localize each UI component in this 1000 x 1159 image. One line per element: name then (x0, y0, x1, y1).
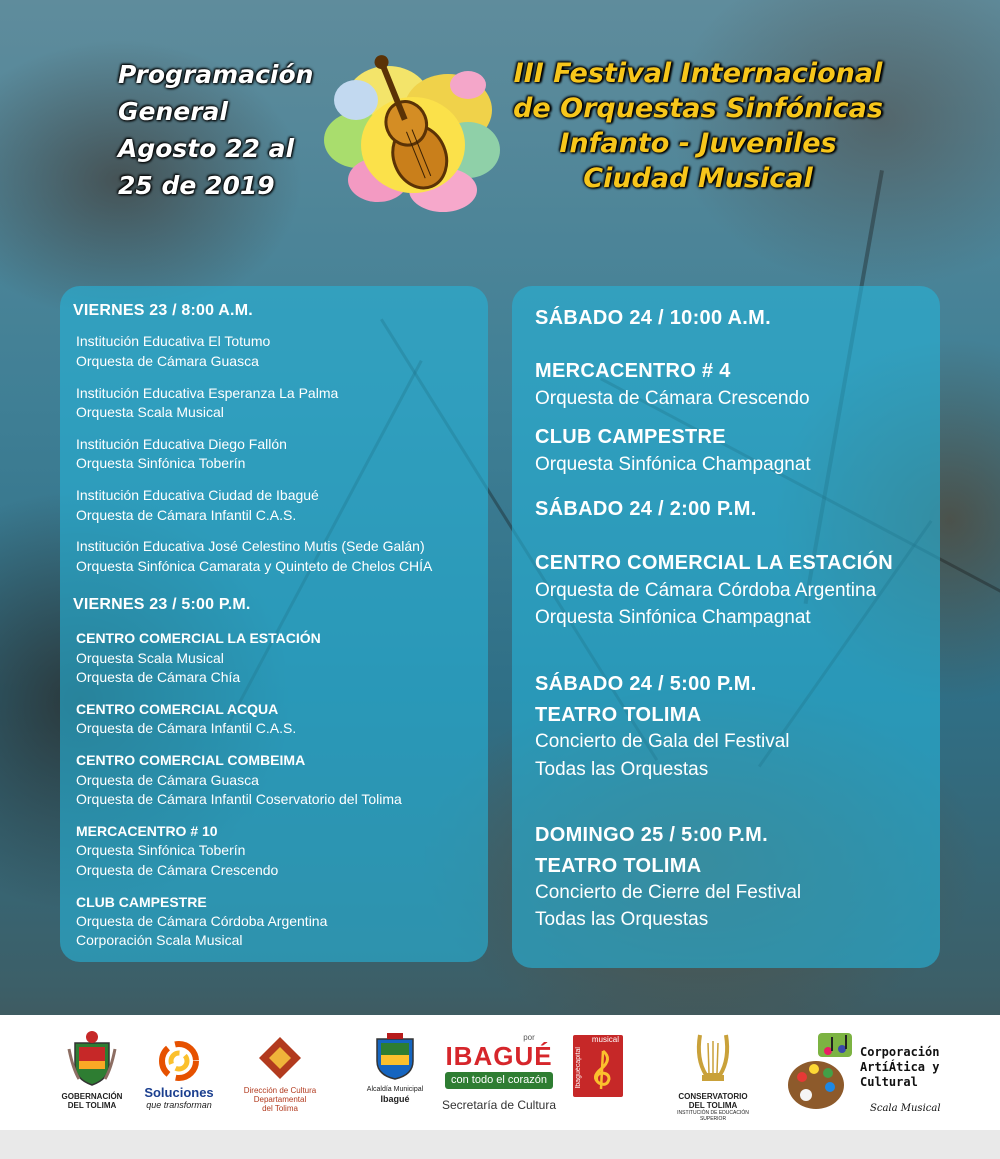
title-line: de Orquestas Sinfónicas (513, 93, 883, 124)
schedule-line: Concierto de Gala del Festival (535, 731, 790, 752)
ibague-shield-icon (373, 1031, 417, 1081)
schedule-line: Orquesta Scala Musical (76, 404, 224, 420)
palette-icon (786, 1055, 846, 1111)
conservatorio-logo (668, 1029, 758, 1122)
cultura-line: Departamental (253, 1095, 307, 1104)
lyre-icon (692, 1029, 734, 1087)
schedule-line: Concierto de Cierre del Festival (535, 882, 802, 903)
corporacion-name (860, 1045, 939, 1090)
program-dates (118, 56, 318, 204)
cultura-line: Dirección de Cultura (243, 1086, 317, 1095)
corporacion-logo (786, 1027, 956, 1127)
schedule-line: Orquesta de Cámara Guasca (76, 353, 259, 369)
schedule-line: Orquesta Sinfónica Toberín (76, 842, 246, 858)
schedule-line: Institución Educativa Diego Fallón (76, 436, 287, 452)
soluciones-logo (134, 1041, 224, 1110)
schedule-heading: VIERNES 23 / 8:00 A.M. (73, 302, 253, 319)
ibague-por: por (523, 1033, 535, 1042)
music-notes-icon (816, 1029, 856, 1063)
corporacion-subtitle: Scala Musical (870, 1103, 941, 1114)
schedule-heading: SÁBADO 24 / 5:00 P.M. (535, 673, 757, 695)
cultura-logo (230, 1035, 330, 1113)
conservatorio-subtitle: INSTITUCIÓN DE EDUCACIÓN SUPERIOR (677, 1110, 749, 1122)
program-line: General (118, 97, 228, 126)
corporacion-line: Cultural (860, 1075, 918, 1089)
ibague-musical-logo (573, 1035, 623, 1097)
venue-name: CLUB CAMPESTRE (76, 894, 207, 910)
schedule-heading: DOMINGO 25 / 5:00 P.M. (535, 824, 768, 846)
title-line: III Festival Internacional (513, 58, 883, 89)
ibague-brand-logo (426, 1033, 572, 1112)
alcaldia-line: Ibagué (380, 1094, 410, 1104)
soluciones-name: Soluciones (144, 1085, 214, 1100)
swirl-icon (159, 1041, 199, 1081)
soluciones-tagline: que transforman (146, 1100, 212, 1110)
schedule-line: Orquesta de Cámara Córdoba Argentina (535, 580, 877, 601)
conservatorio-line: DEL TOLIMA (688, 1101, 738, 1110)
schedule-line: Orquesta de Cámara Crescendo (535, 388, 810, 409)
venue-name: CENTRO COMERCIAL COMBEIMA (76, 752, 306, 768)
ibague-tagline: con todo el corazón (445, 1072, 553, 1089)
program-line: Agosto 22 al (118, 134, 295, 163)
corporacion-line: ArtíÁtica y (860, 1060, 940, 1074)
schedule-line: Orquesta de Cámara Guasca (76, 772, 259, 788)
ibague-wordmark: IBAGUÉ (445, 1041, 553, 1071)
schedule-line: Corporación Scala Musical (76, 932, 243, 948)
schedule-line: Orquesta Sinfónica Toberín (76, 455, 246, 471)
schedule-line: Orquesta de Cámara Crescendo (76, 862, 279, 878)
title-line: Ciudad Musical (583, 163, 813, 194)
schedule-line: Orquesta Scala Musical (76, 650, 224, 666)
festival-logo-icon (318, 30, 504, 220)
schedule-line: Orquesta de Cámara Chía (76, 669, 241, 685)
secretaria-cultura: Secretaría de Cultura (441, 1098, 557, 1112)
gobernacion-line: GOBERNACIÓN (61, 1092, 123, 1101)
gobernacion-line: DEL TOLIMA (67, 1101, 117, 1110)
venue-name: MERCACENTRO # 4 (535, 360, 731, 382)
ibague-musical-label: musical (591, 1035, 619, 1044)
schedule-line: Orquesta Sinfónica Camarata y Quinteto de Chelos CHÍA (76, 558, 433, 574)
venue-name: CENTRO COMERCIAL ACQUA (76, 701, 279, 717)
corporacion-line: Corporación (860, 1045, 940, 1059)
schedule-line: Institución Educativa Esperanza La Palma (76, 385, 339, 401)
coat-of-arms-icon (67, 1029, 117, 1087)
cultura-line: del Tolima (262, 1104, 298, 1113)
schedule-line: Institución Educativa El Totumo (76, 333, 271, 349)
schedule-heading: SÁBADO 24 / 2:00 P.M. (535, 498, 757, 520)
schedule-line: Orquesta de Cámara Infantil C.A.S. (76, 507, 297, 523)
alcaldia-line: Alcaldía Municipal (366, 1086, 424, 1093)
ibague-capital-label: Ibaguécapital (575, 1047, 582, 1089)
conservatorio-line: CONSERVATORIO (678, 1092, 748, 1101)
gobernacion-logo (52, 1029, 132, 1110)
footer-band (0, 1130, 1000, 1159)
title-line: Infanto - Juveniles (559, 128, 837, 159)
schedule-line: Orquesta de Cámara Infantil Coservatorio del Tolima (76, 791, 402, 807)
venue-name: TEATRO TOLIMA (535, 855, 702, 877)
treble-clef-icon (587, 1049, 617, 1091)
schedule-heading: VIERNES 23 / 5:00 P.M. (73, 596, 251, 613)
festival-title (498, 56, 898, 196)
venue-name: MERCACENTRO # 10 (76, 823, 218, 839)
program-line: 25 de 2019 (118, 171, 275, 200)
schedule-line: Orquesta de Cámara Infantil C.A.S. (76, 720, 297, 736)
schedule-heading: SÁBADO 24 / 10:00 A.M. (535, 307, 771, 329)
program-line: Programación (118, 60, 314, 89)
schedule-line: Orquesta Sinfónica Champagnat (535, 607, 811, 628)
schedule-line: Institución Educativa Ciudad de Ibagué (76, 487, 319, 503)
schedule-line: Orquesta de Cámara Córdoba Argentina (76, 913, 328, 929)
venue-name: CENTRO COMERCIAL LA ESTACIÓN (76, 630, 321, 646)
venue-name: TEATRO TOLIMA (535, 704, 702, 726)
schedule-line: Institución Educativa José Celestino Mutis (Sede Galán) (76, 538, 425, 554)
cultura-diamond-icon (257, 1035, 303, 1081)
schedule-line: Todas las Orquestas (535, 759, 709, 780)
venue-name: CENTRO COMERCIAL LA ESTACIÓN (535, 552, 894, 574)
schedule-line: Todas las Orquestas (535, 909, 709, 930)
alcaldia-logo (360, 1031, 430, 1104)
venue-name: CLUB CAMPESTRE (535, 426, 726, 448)
schedule-line: Orquesta Sinfónica Champagnat (535, 454, 811, 475)
